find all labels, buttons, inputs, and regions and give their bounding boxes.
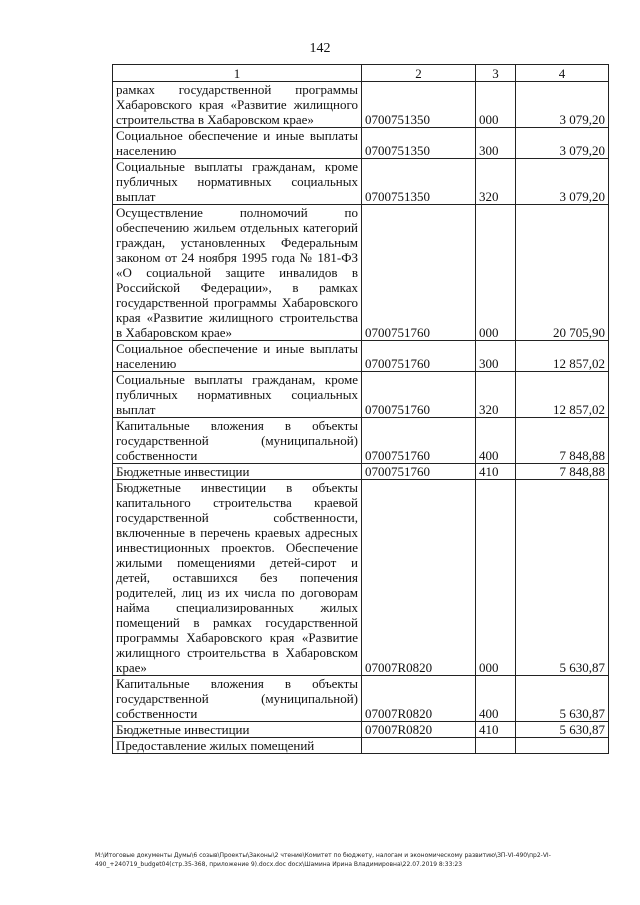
budget-table — [112, 64, 609, 754]
table-row — [113, 372, 609, 418]
row-code: 0700751350 — [362, 82, 476, 128]
page-number: 142 — [309, 41, 331, 56]
header-cell: 3 — [476, 65, 516, 82]
row-expense-type — [476, 738, 516, 754]
row-amount: 5 630,87 — [516, 722, 609, 738]
table-row — [113, 738, 609, 754]
row-code: 0700751760 — [362, 205, 476, 341]
row-expense-type: 410 — [476, 722, 516, 738]
row-code: 0700751760 — [362, 372, 476, 418]
row-amount: 3 079,20 — [516, 159, 609, 205]
row-description: Социальное обеспечение и иные выплаты населению — [113, 128, 362, 159]
row-code: 07007R0820 — [362, 676, 476, 722]
table-row — [113, 341, 609, 372]
row-description: Капитальные вложения в объекты государственной (муниципальной) собственности — [113, 418, 362, 464]
row-description: рамках государственной программы Хабаровского края «Развитие жилищного строительства в Хабаровском крае» — [113, 82, 362, 128]
table-row — [113, 205, 609, 341]
table-row — [113, 464, 609, 480]
table-row — [113, 82, 609, 128]
row-description: Капитальные вложения в объекты государственной (муниципальной) собственности — [113, 676, 362, 722]
table-row — [113, 722, 609, 738]
row-code: 0700751760 — [362, 418, 476, 464]
row-expense-type: 000 — [476, 480, 516, 676]
row-expense-type: 320 — [476, 372, 516, 418]
header-cell: 2 — [362, 65, 476, 82]
row-expense-type: 400 — [476, 418, 516, 464]
row-amount: 5 630,87 — [516, 480, 609, 676]
row-description: Бюджетные инвестиции в объекты капитального строительства краевой государственной собственности, включенные в перечень краевых адресных инвестиционных проектов. Обеспечение жилыми помещениями детей-сирот и детей, оставшихся без попечения родителей, лиц из их числа по договорам найма специализированных жилых помещений в рамках государственной программы Хабаровского края «Развитие жилищного строительства в Хабаровском крае» — [113, 480, 362, 676]
row-description: Бюджетные инвестиции — [113, 464, 362, 480]
table-row — [113, 128, 609, 159]
table-row — [113, 159, 609, 205]
row-expense-type: 410 — [476, 464, 516, 480]
row-code: 0700751350 — [362, 128, 476, 159]
row-code: 0700751350 — [362, 159, 476, 205]
row-expense-type: 000 — [476, 82, 516, 128]
row-amount: 12 857,02 — [516, 372, 609, 418]
row-amount: 12 857,02 — [516, 341, 609, 372]
row-amount: 7 848,88 — [516, 464, 609, 480]
row-amount: 3 079,20 — [516, 82, 609, 128]
row-amount: 5 630,87 — [516, 676, 609, 722]
table-row — [113, 418, 609, 464]
row-description: Предоставление жилых помещений — [113, 738, 362, 754]
row-amount: 3 079,20 — [516, 128, 609, 159]
row-description: Осуществление полномочий по обеспечению жильем отдельных категорий граждан, установленных Федеральным законом от 24 ноября 1995 года № 181-ФЗ «О социальной защите инвалидов в Российской Федерации», в рамках государственной программы Хабаровского края «Развитие жилищного строительства в Хабаровском крае» — [113, 205, 362, 341]
row-amount: 20 705,90 — [516, 205, 609, 341]
row-description: Социальное обеспечение и иные выплаты населению — [113, 341, 362, 372]
row-description: Бюджетные инвестиции — [113, 722, 362, 738]
row-expense-type: 300 — [476, 341, 516, 372]
table-row — [113, 480, 609, 676]
header-cell: 1 — [113, 65, 362, 82]
row-description: Социальные выплаты гражданам, кроме публичных нормативных социальных выплат — [113, 159, 362, 205]
row-code: 0700751760 — [362, 464, 476, 480]
row-amount — [516, 738, 609, 754]
row-expense-type: 000 — [476, 205, 516, 341]
document-file-path-footer: M:\Итоговые документы Думы\6 созыв\Проекты\Законы\2 чтение\Комитет по бюджету, налогам и экономическому развитию\ЗП-VI-490\пр2-VI-490_+240719_budget04(стр.35-368, приложение 9).docx.doc docx\Шамина Ирина Владимировна\22.07.2019 8:33:23 — [95, 852, 551, 868]
row-description: Социальные выплаты гражданам, кроме публичных нормативных социальных выплат — [113, 372, 362, 418]
row-expense-type: 400 — [476, 676, 516, 722]
row-code: 0700751760 — [362, 341, 476, 372]
header-cell: 4 — [516, 65, 609, 82]
table-row — [113, 676, 609, 722]
row-code: 07007R0820 — [362, 480, 476, 676]
row-expense-type: 300 — [476, 128, 516, 159]
row-amount: 7 848,88 — [516, 418, 609, 464]
row-expense-type: 320 — [476, 159, 516, 205]
table-header-row — [113, 65, 609, 82]
row-code — [362, 738, 476, 754]
row-code: 07007R0820 — [362, 722, 476, 738]
